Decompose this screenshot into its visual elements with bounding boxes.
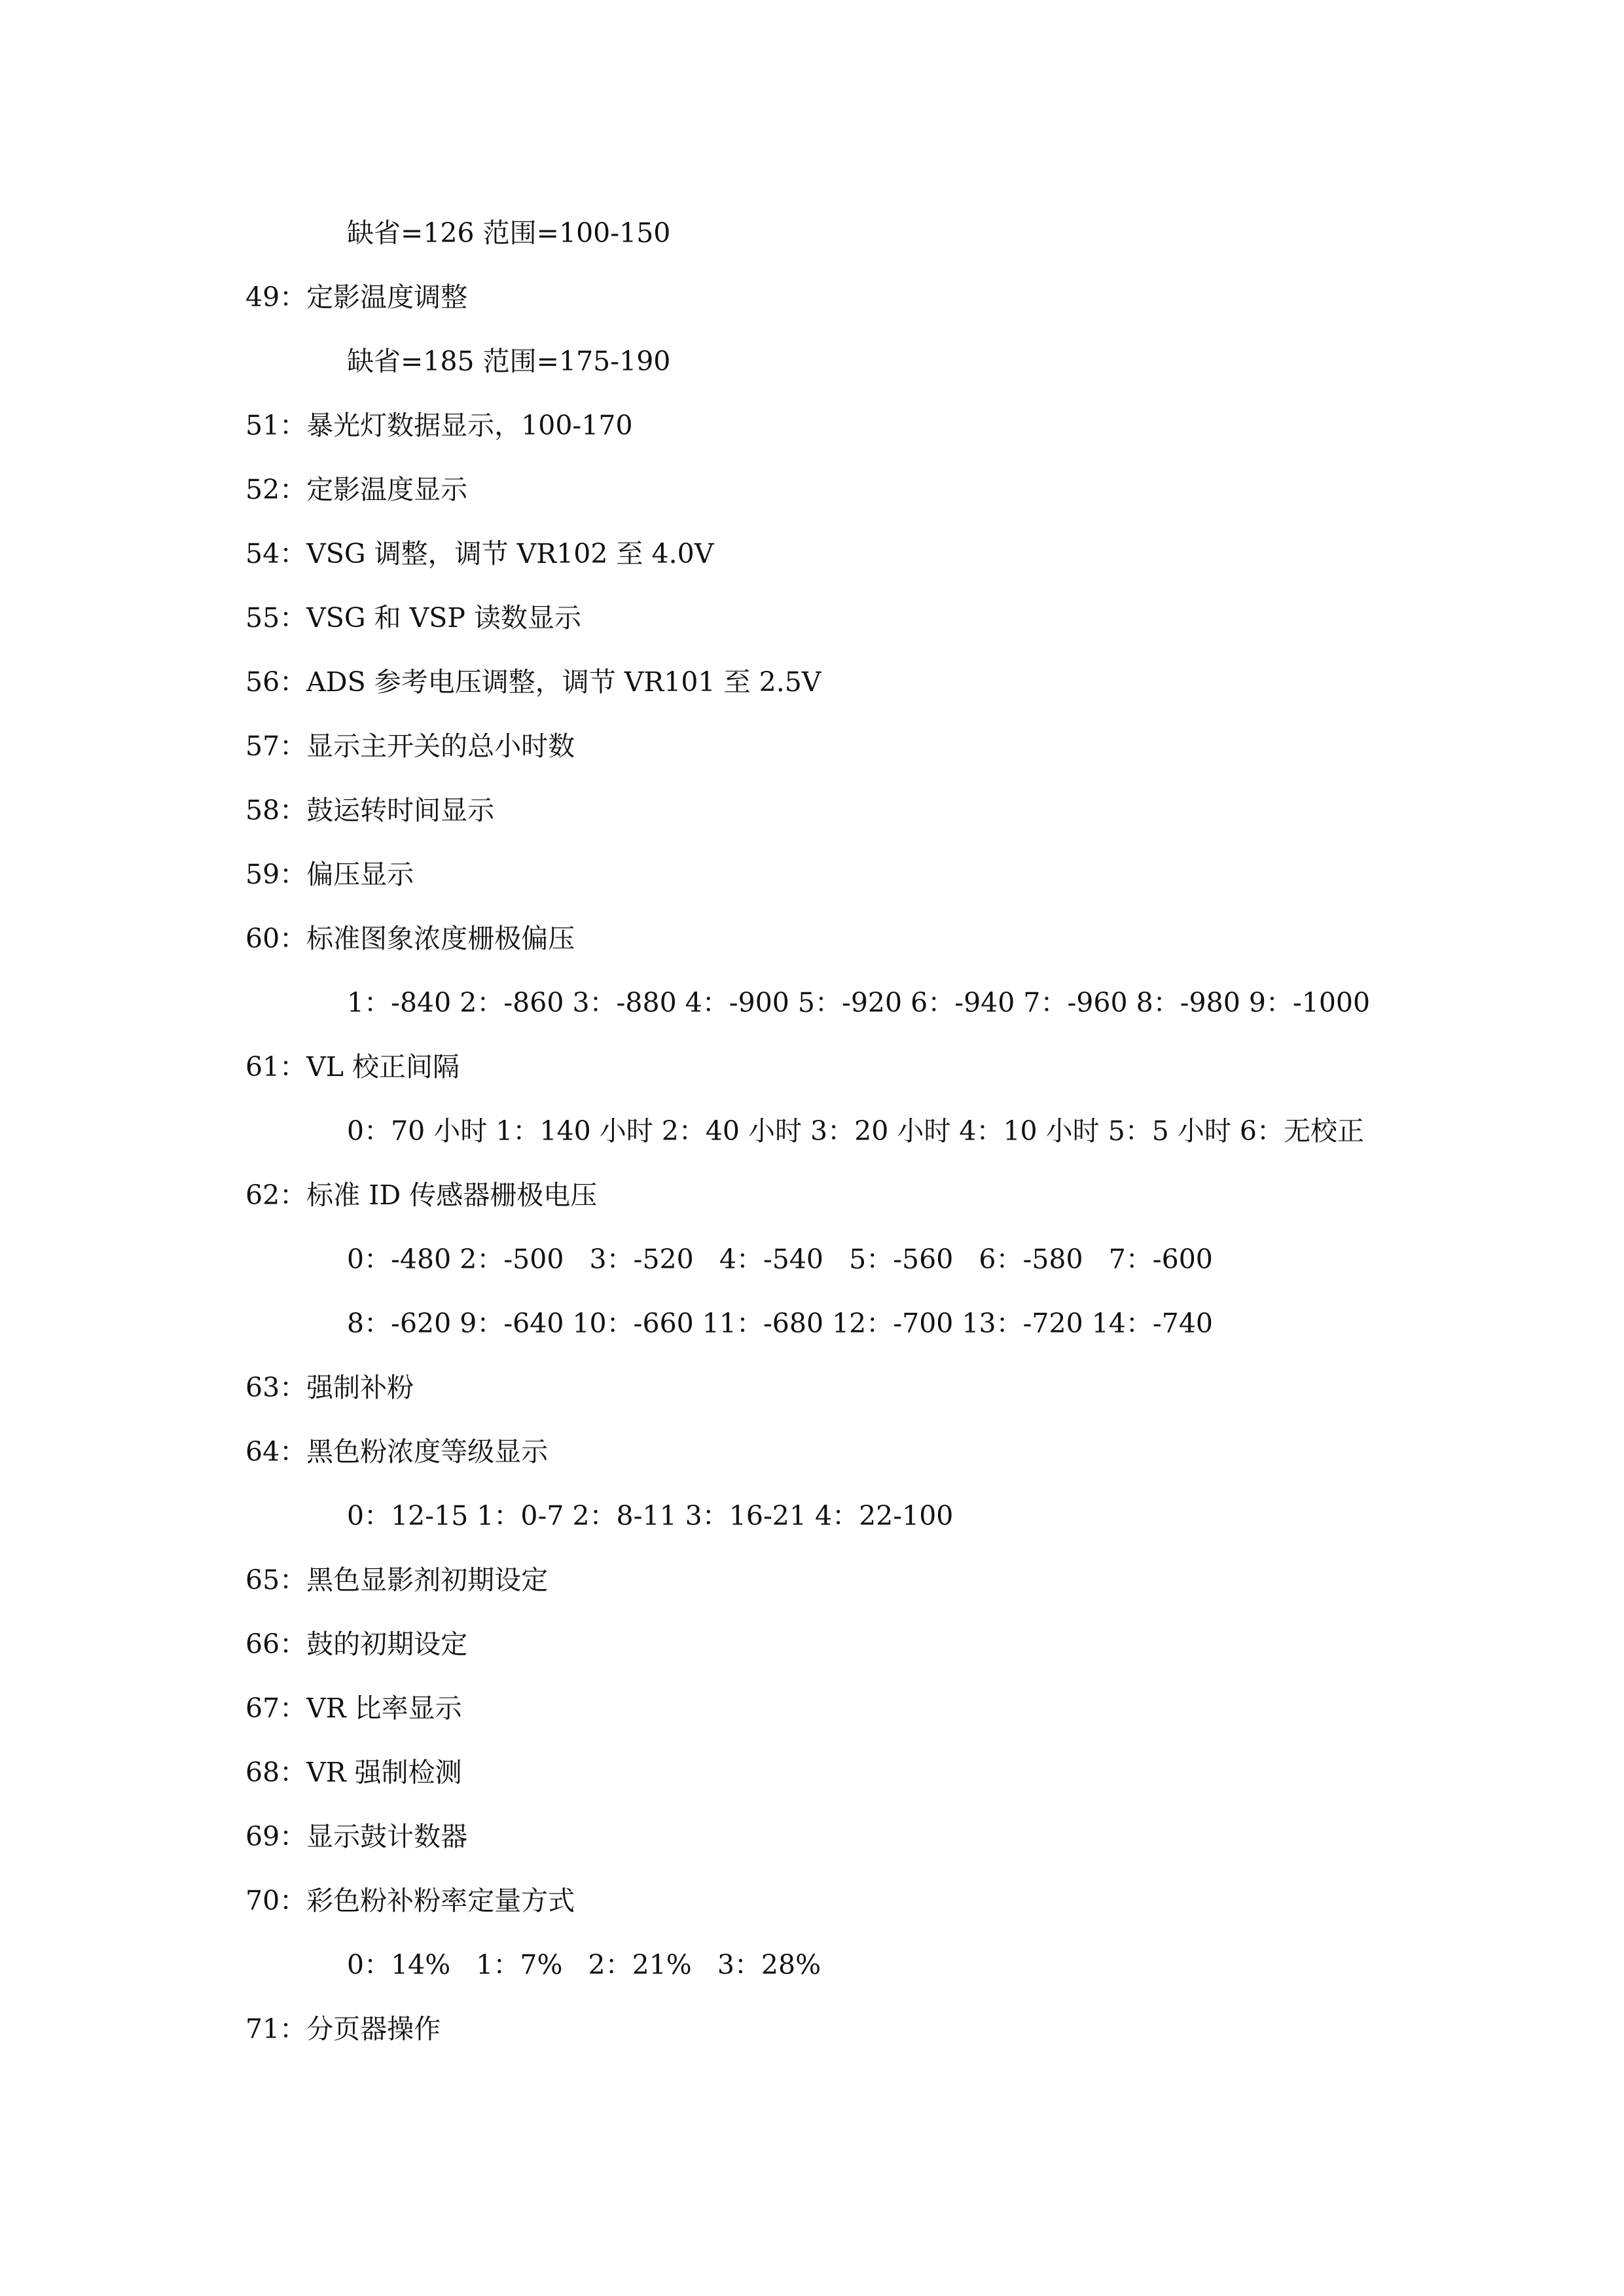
- setting-item-70: 70：彩色粉补粉率定量方式: [245, 1885, 575, 1916]
- setting-item-69: 69：显示鼓计数器: [245, 1821, 468, 1852]
- setting-item-58: 58：鼓运转时间显示: [245, 795, 495, 826]
- setting-item-65: 65：黑色显影剂初期设定: [245, 1564, 549, 1596]
- setting-item-71: 71：分页器操作: [245, 2013, 441, 2045]
- setting-item-52: 52：定影温度显示: [245, 474, 468, 505]
- setting-item-56: 56：ADS 参考电压调整，调节 VR101 至 2.5V: [245, 666, 821, 698]
- setting-item-63: 63：强制补粉: [245, 1372, 414, 1403]
- setting-item-59: 59：偏压显示: [245, 859, 414, 890]
- setting-item-57: 57：显示主开关的总小时数: [245, 730, 575, 762]
- default-range-line: 缺省=126 范围=100-150: [347, 217, 671, 249]
- setting-item-49: 49：定影温度调整: [245, 281, 468, 313]
- option-values-line: 0：70 小时 1：140 小时 2：40 小时 3：20 小时 4：10 小时 5：5 小时 6：无校正: [347, 1115, 1365, 1147]
- setting-item-55: 55：VSG 和 VSP 读数显示: [245, 602, 581, 634]
- default-range-line: 缺省=185 范围=175-190: [347, 346, 671, 377]
- setting-item-51: 51：暴光灯数据显示，100-170: [245, 410, 633, 441]
- option-values-line: 0：-480 2：-500 3：-520 4：-540 5：-560 6：-580 7：-600: [347, 1244, 1213, 1275]
- setting-item-61: 61：VL 校正间隔: [245, 1051, 460, 1083]
- setting-item-67: 67：VR 比率显示: [245, 1693, 462, 1724]
- setting-item-60: 60：标准图象浓度栅极偏压: [245, 923, 575, 954]
- setting-item-62: 62：标准 ID 传感器栅极电压: [245, 1179, 598, 1211]
- setting-item-54: 54：VSG 调整，调节 VR102 至 4.0V: [245, 538, 714, 569]
- option-values-line: 1：-840 2：-860 3：-880 4：-900 5：-920 6：-940 7：-960 8：-980 9：-1000: [347, 987, 1371, 1018]
- setting-item-68: 68：VR 强制检测: [245, 1757, 462, 1788]
- setting-item-64: 64：黑色粉浓度等级显示: [245, 1436, 549, 1467]
- option-values-line: 8：-620 9：-640 10：-660 11：-680 12：-700 13：-720 14：-740: [347, 1308, 1213, 1339]
- setting-item-66: 66：鼓的初期设定: [245, 1628, 468, 1660]
- option-values-line: 0：14% 1：7% 2：21% 3：28%: [347, 1949, 821, 1981]
- option-values-line: 0：12-15 1：0-7 2：8-11 3：16-21 4：22-100: [347, 1500, 954, 1532]
